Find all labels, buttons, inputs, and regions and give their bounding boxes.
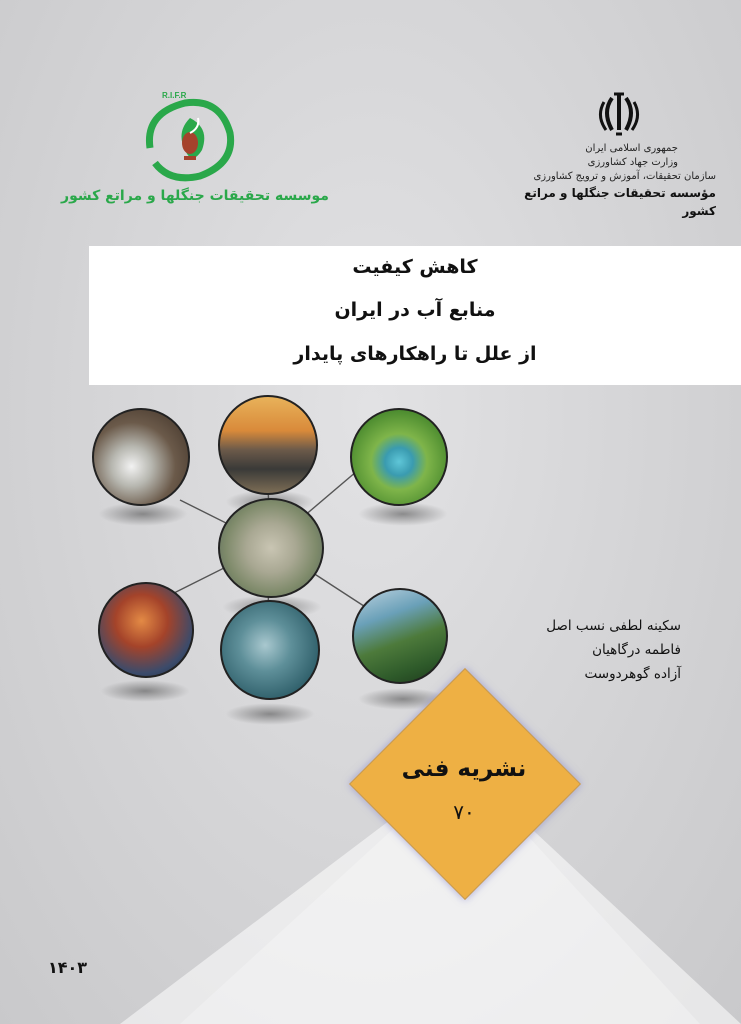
photo-polluted-figure [98,582,194,678]
title-line-2: منابع آب در ایران [334,299,496,321]
series-label: نشریه فنی [401,756,527,782]
photo-factory-river [218,395,318,495]
rifr-logo-icon [140,88,240,183]
series-number: ۷۰ [453,800,475,824]
government-header [496,142,716,220]
iran-emblem-icon [598,92,640,136]
gov-line-2: وزارت جهاد کشاورزی [587,157,678,168]
photo-farm-river [350,408,448,506]
gov-line-1: جمهوری اسلامی ایران [585,143,678,154]
shadow [100,680,190,702]
gov-line-4: مؤسسه تحقیقات جنگلها و مراتع کشور [524,186,716,218]
publication-year: ۱۴۰۳ [48,958,88,977]
rifr-acronym: R.I.F.R [162,91,187,100]
diamond-shape [349,668,581,900]
photo-sea-oil-spill [220,600,320,700]
title-line-1: کاهش کیفیت [352,256,478,278]
shadow [225,703,315,725]
author-3: آزاده گوهردوست [584,666,681,682]
title-line-3: از علل تا راهکارهای پایدار [293,343,537,365]
photo-iran-satellite-map [218,498,324,598]
title-band [89,246,741,385]
author-1: سکینه لطفی نسب اصل [546,618,681,634]
photo-sewage-outflow [92,408,190,506]
rifr-name: موسسه تحقیقات جنگلها و مراتع کشور [61,188,329,204]
author-2: فاطمه درگاهیان [592,642,681,658]
series-diamond [349,668,579,898]
gov-line-3: سازمان تحقیقات، آموزش و ترویج کشاورزی [533,171,716,182]
